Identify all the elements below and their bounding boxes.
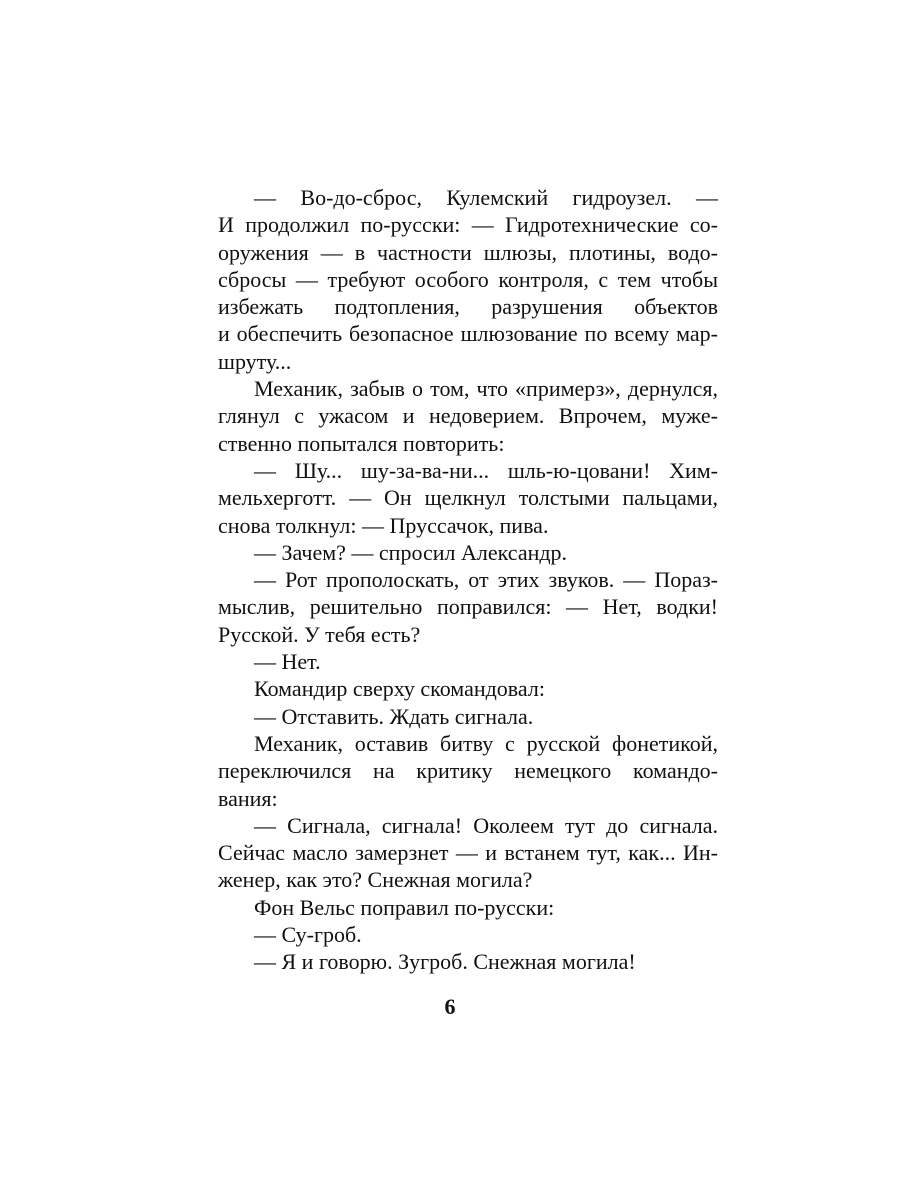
text-line: избежать подтопления, разрушения объектов bbox=[218, 294, 718, 320]
text-line: переключился на критику немецкого командо- bbox=[218, 758, 718, 784]
text-line: и обеспечить безопасное шлюзование по всему мар- bbox=[218, 321, 718, 347]
page-number: 6 bbox=[444, 994, 456, 1019]
text-line: Механик, оставив битву с русской фонетикой, bbox=[254, 730, 718, 756]
text-line: Фон Вельс поправил по-русски: bbox=[254, 894, 555, 920]
text-line: — Сигнала, сигнала! Околеем тут до сигнала. bbox=[254, 812, 718, 838]
text-line: Русской. У тебя есть? bbox=[218, 621, 421, 647]
text-line: глянул с ужасом и недоверием. Впрочем, муже- bbox=[218, 403, 718, 429]
text-line: ственно попытался повторить: bbox=[218, 430, 505, 456]
text-line: — Шу... шу-за-ва-ни... шль-ю-цовани! Хим- bbox=[254, 457, 718, 483]
text-line: — Я и говорю. Зугроб. Снежная могила! bbox=[254, 949, 636, 975]
text-line: Командир сверху скомандовал: bbox=[254, 676, 545, 702]
text-line: Сейчас масло замерзнет — и встанем тут, как... Ин- bbox=[218, 840, 718, 866]
page-body bbox=[218, 184, 718, 976]
text-line: оружения — в частности шлюзы, плотины, водо- bbox=[218, 239, 718, 265]
text-line: — Су-гроб. bbox=[254, 922, 362, 948]
text-line: женер, как это? Снежная могила? bbox=[218, 867, 533, 893]
text-line: — Нет. bbox=[254, 649, 321, 675]
text-line: вания: bbox=[218, 785, 278, 811]
text-line: сбросы — требуют особого контроля, с тем чтобы bbox=[218, 266, 718, 292]
text-line: И продолжил по-русски: — Гидротехнические со- bbox=[218, 212, 718, 238]
text-line: шруту... bbox=[218, 348, 292, 374]
text-line: — Рот прополоскать, от этих звуков. — Пораз- bbox=[254, 567, 718, 593]
text-line: — Во-до-сброс, Кулемский гидроузел. — bbox=[254, 185, 718, 210]
text-line: снова толкнул: — Пруссачок, пива. bbox=[218, 512, 549, 538]
text-line: мельхерготт. — Он щелкнул толстыми пальцами, bbox=[218, 485, 718, 511]
text-line: мыслив, решительно поправился: — Нет, водки! bbox=[218, 594, 718, 620]
text-line: Механик, забыв о том, что «примерз», дернулся, bbox=[254, 376, 718, 402]
text-line: — Отставить. Ждать сигнала. bbox=[254, 703, 534, 729]
text-line: — Зачем? — спросил Александр. bbox=[254, 539, 568, 565]
